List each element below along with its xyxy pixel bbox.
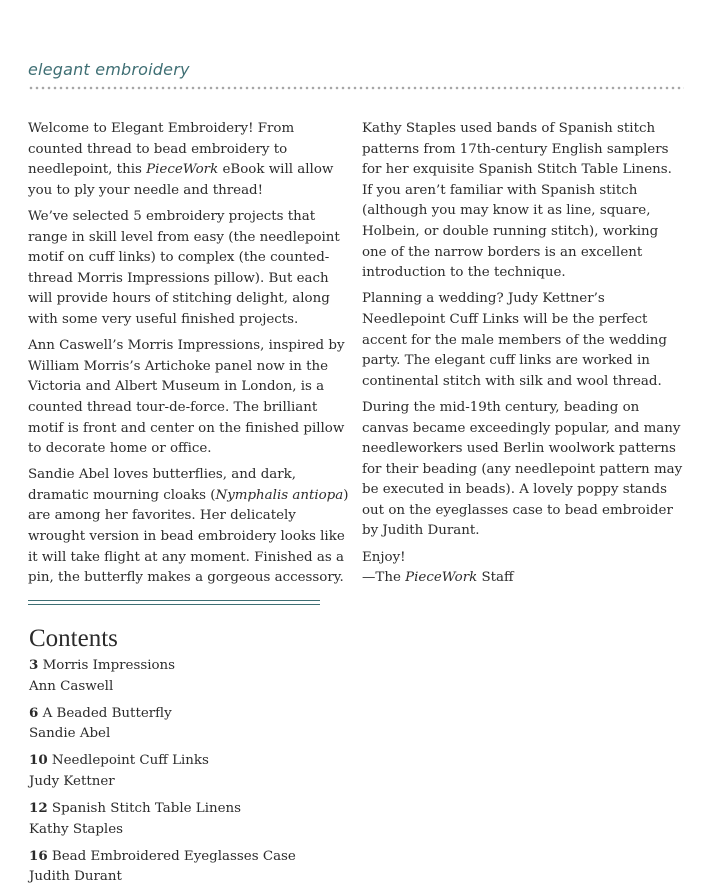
divider-line (28, 604, 320, 605)
divider-line (28, 600, 320, 601)
contents-heading: Contents (29, 625, 118, 652)
text-run: Sandie Abel loves butterflies, and dark, dramatic mourning cloaks ( (28, 467, 297, 503)
intro-paragraph: Planning a wedding? Judy Kettner’s Needlepoint Cuff Links will be the perfect accent for the male members of the wedding party. The elegant cuff links are worked in continental stitch with silk and wool thread. (362, 291, 667, 389)
magazine-name: PieceWork (405, 570, 478, 586)
magazine-name: PieceWork (146, 162, 219, 178)
toc-entry-title-line (29, 750, 296, 772)
toc-page-number: 3 (29, 657, 39, 673)
text-run: ) are among her favorites. Her delicately wrought version in bead embroidery looks like it will take flight at any moment. Finished as a pin, the butterfly makes a gorgeous accessory. (28, 487, 349, 586)
toc-page-number: 6 (29, 704, 39, 721)
intro-paragraph: We’ve selected 5 embroidery projects that range in skill level from easy (the needlepoint motif on cuff links) to complex (the counted-thread Morris Impressions pillow). But each will provide hours of stitching delight, along with some very useful finished projects. (28, 208, 340, 327)
text-run: eBook will allow you to ply your needle and thread! (28, 162, 334, 198)
toc-entry[interactable] (29, 703, 296, 745)
text-run: —The (362, 570, 406, 586)
toc-entry[interactable] (29, 655, 296, 697)
intro-paragraph: Kathy Staples used bands of Spanish stitch patterns from 17th-century English samplers for her exquisite Spanish Stitch Table Linens. If you aren’t familiar with Spanish stitch (although you may know it as line, square, Holbein, or double running stitch), working one of the narrow borders is an excellent introduction to the technique. (362, 121, 672, 281)
toc-entry[interactable] (29, 846, 296, 888)
toc-entry-title: Needlepoint Cuff Links (51, 753, 209, 769)
text-run: Staff (477, 570, 514, 586)
toc-entry-author: Ann Caswell (29, 678, 114, 694)
toc-page-number: 16 (29, 847, 48, 864)
toc-entry-title-line (29, 846, 296, 868)
intro-paragraph (28, 119, 350, 201)
toc-entry-title: Bead Embroidered Eyeglasses Case (51, 848, 296, 864)
toc-entry-title-line (29, 798, 296, 820)
text-run: Welcome to Elegant Embroidery! From counted thread to bead embroidery to needlepoint, this (28, 121, 295, 178)
intro-paragraph (28, 465, 350, 589)
toc-entry-author: Kathy Staples (29, 821, 124, 837)
dotted-divider (28, 86, 684, 90)
intro-column-right (362, 119, 684, 594)
section-title: elegant embroidery (28, 60, 190, 79)
table-of-contents (29, 655, 296, 893)
closing-line: Enjoy! (362, 549, 406, 565)
toc-entry-author: Sandie Abel (29, 726, 111, 742)
signature (362, 568, 684, 589)
intro-column-left (28, 119, 350, 594)
toc-entry-title: Morris Impressions (42, 658, 176, 673)
toc-page-number: 12 (29, 800, 48, 817)
toc-entry-title: A Beaded Butterfly (42, 705, 172, 721)
double-divider (28, 600, 320, 605)
toc-entry[interactable] (29, 750, 296, 792)
toc-entry-author: Judith Durant (29, 869, 122, 885)
toc-entry-title-line (29, 703, 296, 725)
toc-entry[interactable] (29, 798, 296, 840)
toc-entry-title: Spanish Stitch Table Linens (51, 801, 242, 817)
toc-entry-author: Judy Kettner (29, 773, 115, 789)
intro-paragraph: Ann Caswell’s Morris Impressions, inspired by William Morris’s Artichoke panel now in the Victoria and Albert Museum in London, is a counted thread tour-de-force. The brilliant motif is front and center on the finished pillow to decorate home or office. (28, 338, 345, 457)
toc-entry-title-line (29, 655, 296, 677)
species-name: Nymphalis antiopa (215, 487, 344, 503)
toc-page-number: 10 (29, 752, 48, 769)
intro-paragraph: During the mid-19th century, beading on canvas became exceedingly popular, and many needleworkers used Berlin woolwork patterns for their beading (any needlepoint pattern may be executed in beads). A lovely poppy stands out on the eyeglasses case to bead embroider by Judith Durant. (362, 399, 683, 539)
